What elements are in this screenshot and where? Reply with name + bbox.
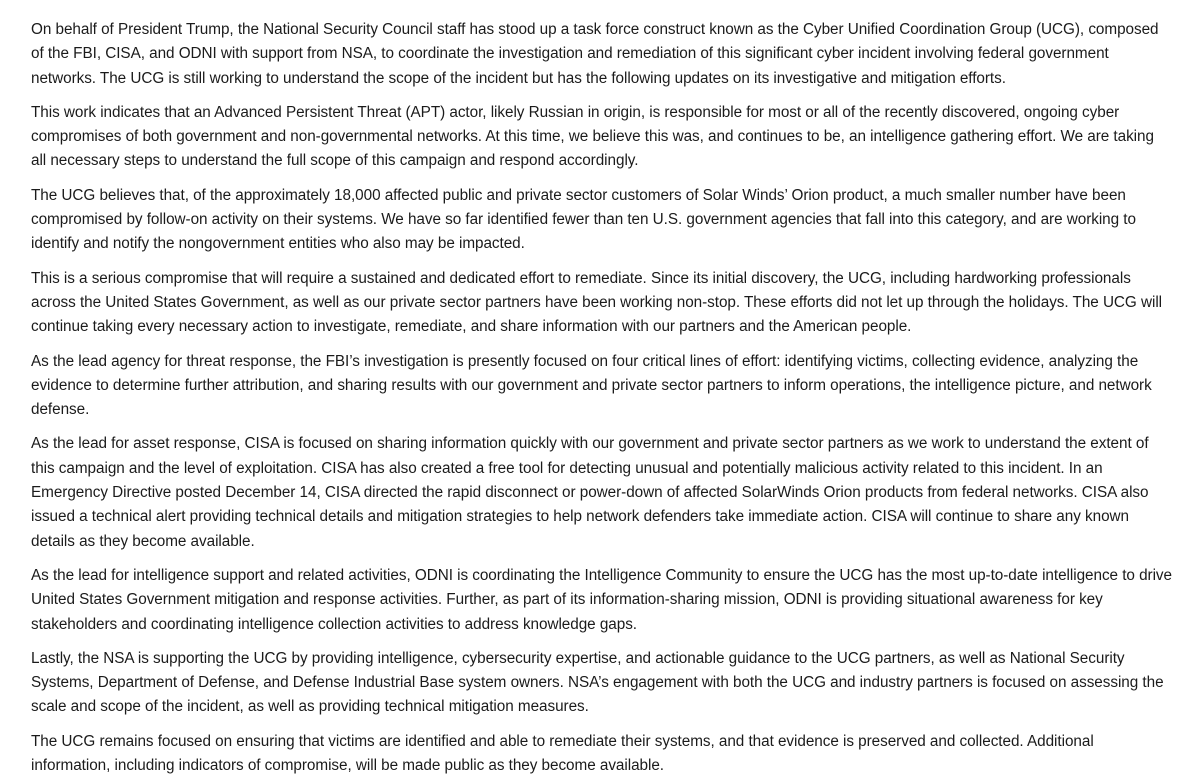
- paragraph-fbi-response: As the lead agency for threat response, the FBI’s investigation is presently focused on four critical lines of effort: identifying victims, collecting evidence, analyzing the evidence to determine further attribution, and sharing results with our government and private sector partners to inform operations, the intelligence picture, and network defense.: [31, 352, 1152, 419]
- paragraph-apt-actor: This work indicates that an Advanced Persistent Threat (APT) actor, likely Russian in origin, is responsible for most or all of the recently discovered, ongoing cyber compromises of both government and non-governmental networks. At this time, we believe this was, and continues to be, an intelligence gathering effort. We are taking all necessary steps to understand the full scope of this campaign and respond accordingly.: [31, 103, 1154, 170]
- paragraph-odni-support: As the lead for intelligence support and related activities, ODNI is coordinating the Intelligence Community to ensure the UCG has the most up-to-date intelligence to drive United States Government mitigation and response activities. Further, as part of its information-sharing mission, ODNI is providing situational awareness for key stakeholders and coordinating intelligence collection activities to address knowledge gaps.: [31, 566, 1172, 633]
- paragraph-nsa-support: Lastly, the NSA is supporting the UCG by providing intelligence, cybersecurity expertise, and actionable guidance to the UCG partners, as well as National Security Systems, Department of Defense, and Defense Industrial Base system owners. NSA’s engagement with both the UCG and industry partners is focused on assessing the scale and scope of the incident, as well as providing technical mitigation measures.: [31, 649, 1164, 716]
- paragraph-affected-customers: The UCG believes that, of the approximately 18,000 affected public and private sector customers of Solar Winds’ Orion product, a much smaller number have been compromised by follow-on activity on their systems. We have so far identified fewer than ten U.S. government agencies that fall into this category, and are working to identify and notify the nongovernment entities who also may be impacted.: [31, 186, 1136, 253]
- paragraph-cisa-response: As the lead for asset response, CISA is focused on sharing information quickly with our government and private sector partners as we work to understand the extent of this campaign and the level of exploitation. CISA has also created a free tool for detecting unusual and potentially malicious activity related to this incident. In an Emergency Directive posted December 14, CISA directed the rapid disconnect or power-down of affected SolarWinds Orion products from federal networks. CISA also issued a technical alert providing technical details and mitigation strategies to help network defenders take immediate action. CISA will continue to share any known details as they become available.: [31, 435, 1149, 550]
- paragraph-ucg-focus: The UCG remains focused on ensuring that victims are identified and able to remediate their systems, and that evidence is preserved and collected. Additional information, including indicators of compromise, will be made public as they become available.: [31, 732, 1094, 775]
- paragraph-serious-compromise: This is a serious compromise that will require a sustained and dedicated effort to remediate. Since its initial discovery, the UCG, including hardworking professionals across the United States Government, as well as our private sector partners have been working non-stop. These efforts did not let up through the holidays. The UCG will continue taking every necessary action to investigate, remediate, and share information with our partners and the American people.: [31, 269, 1163, 336]
- paragraph-ucg-formation: On behalf of President Trump, the National Security Council staff has stood up a task force construct known as the Cyber Unified Coordination Group (UCG), composed of the FBI, CISA, and ODNI with support from NSA, to coordinate the investigation and remediation of this significant cyber incident involving federal government networks. The UCG is still working to understand the scope of the incident but has the following updates on its investigative and mitigation efforts.: [31, 21, 1159, 87]
